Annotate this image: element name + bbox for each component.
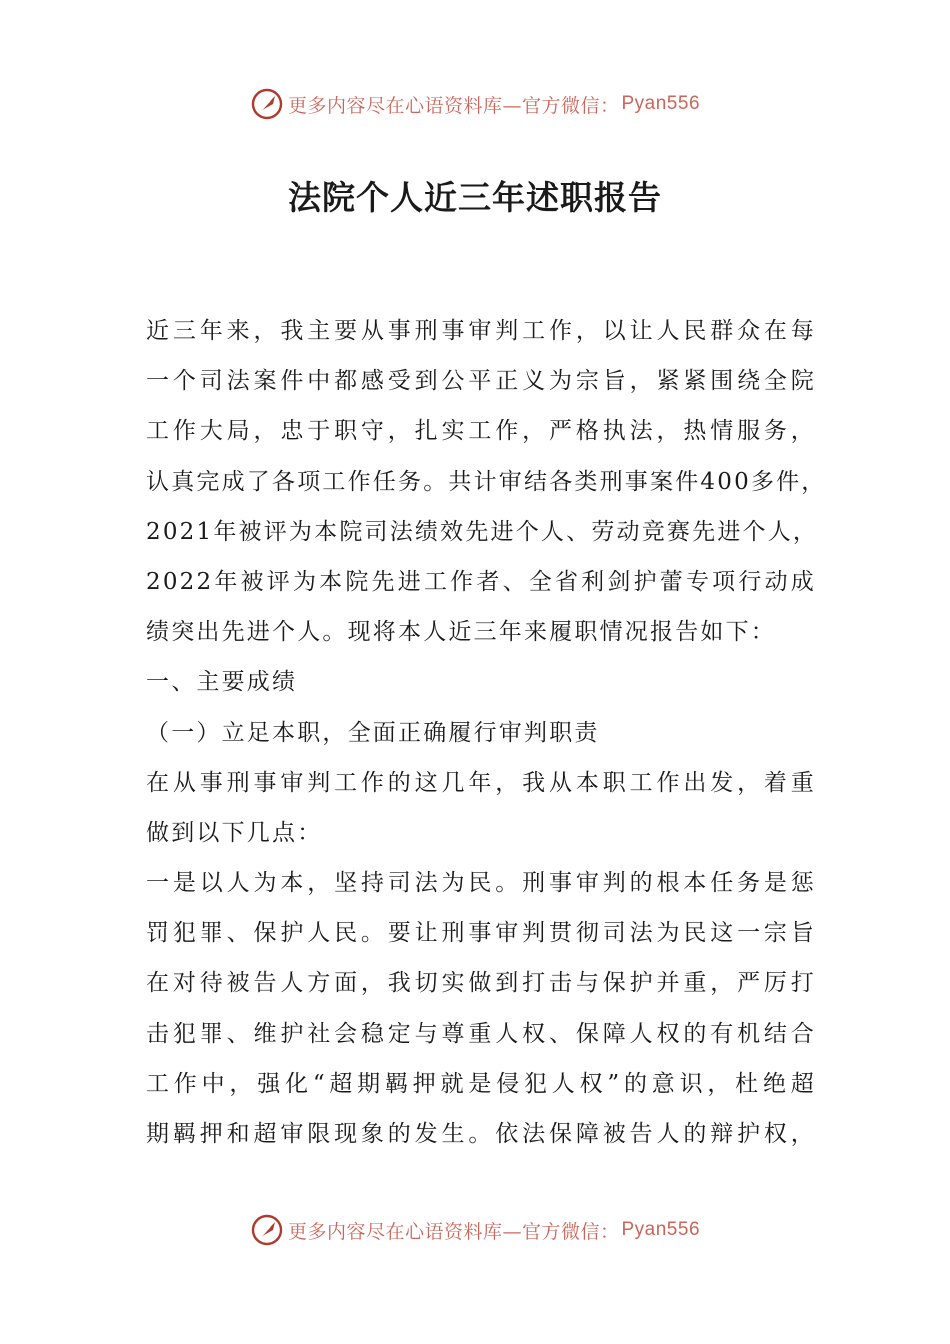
text-line: 在对待被告人方面，我切实做到打击与保护并重，严厉打 [146,970,816,997]
section-heading: 一、主要成绩 [146,669,298,696]
footer-watermark [0,1210,950,1250]
text-line: 在从事刑事审判工作的这几年，我从本职工作出发，着重 [146,769,816,796]
text-line: 绩突出先进个人。现将本人近三年来履职情况报告如下： [146,619,776,646]
subsection-heading: （一）立足本职，全面正确履行审判职责 [146,719,600,746]
quill-logo-icon [250,87,284,121]
quill-logo-icon [250,1213,284,1247]
text-line: 期羁押和超审限现象的发生。依法保障被告人的辩护权， [146,1121,816,1147]
watermark-text: 更多内容尽在心语资料库—官方微信： [287,94,620,117]
text-line: 一个司法案件中都感受到公平正义为宗旨，紧紧围绕全院 [146,368,816,395]
page-title: 法院个人近三年述职报告 [288,178,662,217]
header-watermark [0,84,950,124]
text-line: 2021年被评为本院司法绩效先进个人、劳动竞赛先进个人， [146,518,819,545]
text-line: 2022年被评为本院先进工作者、全省利剑护蕾专项行动成 [146,568,816,595]
text-line: 一是以人为本，坚持司法为民。刑事审判的根本任务是惩 [146,870,816,897]
text-line: 工作大局，忠于职守，扎实工作，严格执法，热情服务， [146,418,816,445]
text-line: 工作中，强化“超期羁押就是侵犯人权”的意识，杜绝超 [146,1070,816,1097]
text-line: 认真完成了各项工作任务。共计审结各类刑事案件400多件， [146,468,827,495]
text-line: 近三年来，我主要从事刑事审判工作，以让人民群众在每 [146,318,816,344]
text-line: 罚犯罪、保护人民。要让刑事审判贯彻司法为民这一宗旨 [146,920,816,947]
document-body [146,306,827,1159]
watermark-handle: Pyan556 [621,93,701,114]
watermark-handle: Pyan556 [621,1219,701,1240]
text-line: 做到以下几点： [146,819,323,846]
watermark-text: 更多内容尽在心语资料库—官方微信： [287,1220,620,1243]
text-line: 击犯罪、维护社会稳定与尊重人权、保障人权的有机结合 [146,1020,816,1047]
